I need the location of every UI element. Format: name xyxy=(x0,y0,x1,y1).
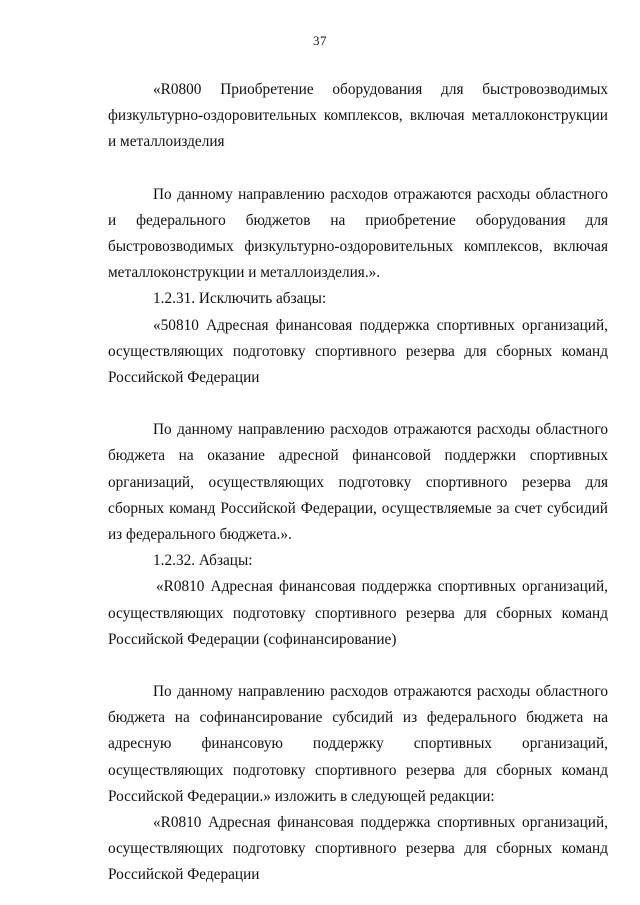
paragraph-50810-description: По данному направлению расходов отражаются расходы областного бюджета на оказание адресной финансовой поддержки спортивных организаций, осуществляющих подготовку спортивного резерва для сборных команд Российской Федерации, осуществляемые за счет субсидий из федерального бюджета.». xyxy=(108,421,608,544)
paragraph-spacer xyxy=(108,391,608,417)
paragraph-r0800-description: По данному направлению расходов отражаются расходы областного и федерального бюджетов на приобретение оборудования для быстровозводимых физкультурно-оздоровительных комплексов, включая металлоконструкции и металлоизделия.». xyxy=(108,185,608,282)
paragraph-spacer xyxy=(108,653,608,679)
document-body xyxy=(108,77,608,889)
clause-1-2-32: 1.2.32. Абзацы: xyxy=(153,552,253,570)
paragraph-r0810-old-description: По данному направлению расходов отражаются расходы областного бюджета на софинансирование субсидий из федерального бюджета на адресную финансовую поддержку спортивных организаций, осуществляющих подготовку спортивного резерва для сборных команд Российской Федерации.» изложить в следующей редакции: xyxy=(108,683,608,805)
clause-1-2-31: 1.2.31. Исключить абзацы: xyxy=(153,290,327,308)
paragraph-r0810-old-heading: «R0810 Адресная финансовая поддержка спортивных организаций, осуществляющих подготовку спортивного резерва для сборных команд Российской Федерации (софинансирование) xyxy=(108,578,608,648)
page-number: 37 xyxy=(313,33,327,48)
paragraph-r0800-heading: «R0800 Приобретение оборудования для быстровозводимых физкультурно-оздоровительных комплексов, включая металлоконструкции и металлоизделия xyxy=(108,81,608,151)
paragraph-spacer xyxy=(108,156,608,182)
paragraph-r0810-new-heading: «R0810 Адресная финансовая поддержка спортивных организаций, осуществляющих подготовку спортивного резерва для сборных команд Российской Федерации xyxy=(108,814,608,884)
paragraph-50810-heading: «50810 Адресная финансовая поддержка спортивных организаций, осуществляющих подготовку спортивного резерва для сборных команд Российской Федерации xyxy=(108,316,608,387)
